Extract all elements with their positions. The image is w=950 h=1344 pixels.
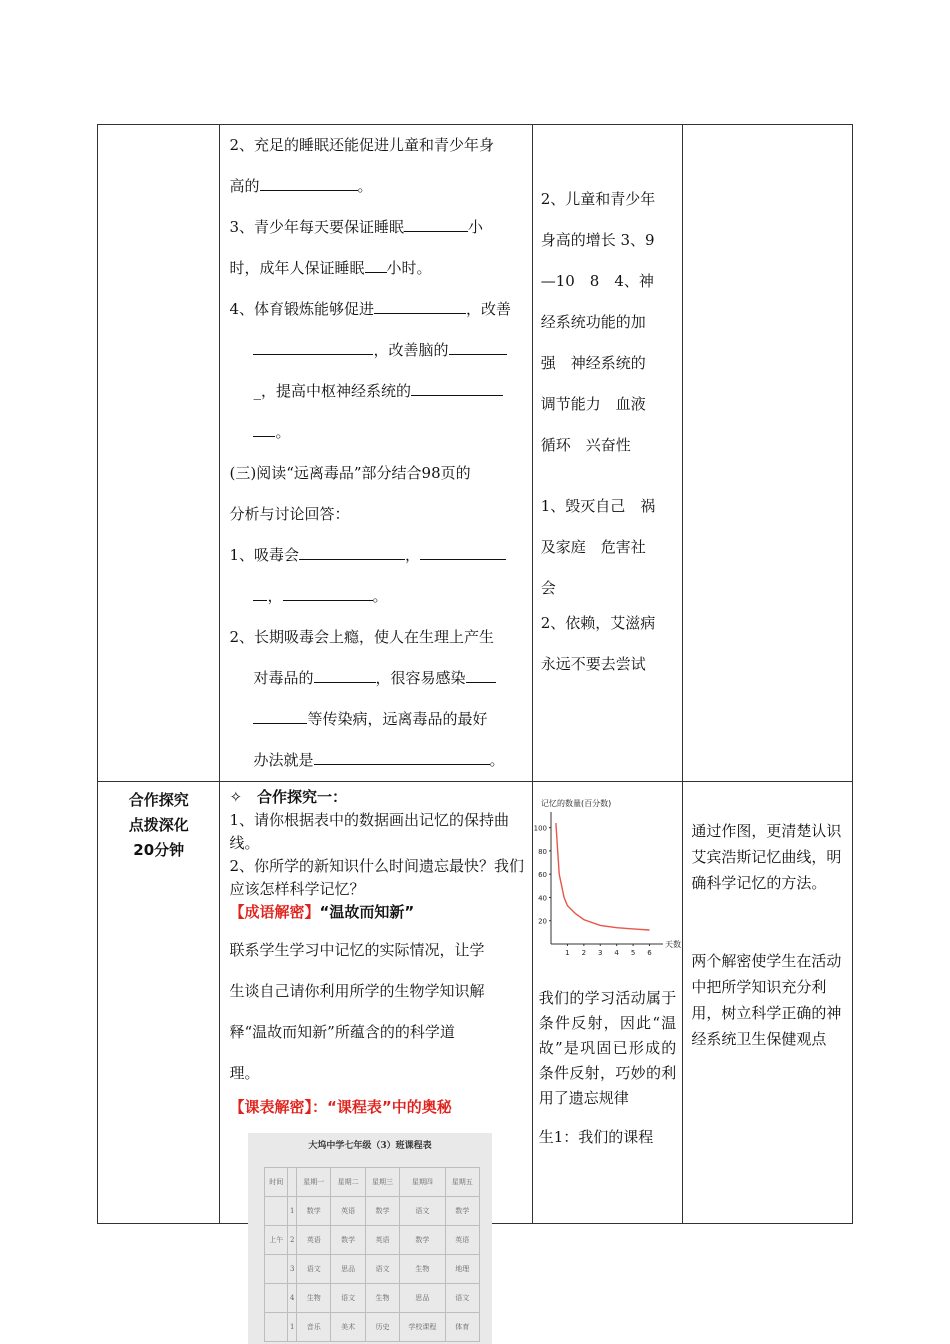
q-sleep-line2	[229, 166, 525, 207]
schedule-header-cell: 星期四	[400, 1168, 445, 1197]
q-drugs-intro2: 分析与讨论回答：	[229, 505, 350, 523]
questions-block	[220, 125, 531, 781]
schedule-cell: 英语	[331, 1197, 365, 1226]
text: 3、青少年每天要保证睡眠	[229, 218, 405, 236]
q-drugs-2-line1: 2、长期吸毒会上瘾，使人在生理上产生	[229, 628, 495, 646]
text: 等传染病，远离毒品的最好	[307, 710, 488, 728]
cooperation-block	[220, 782, 531, 1119]
x-tick-label: 2	[581, 949, 586, 957]
schedule-cell: 数学	[400, 1226, 445, 1255]
schedule-cell: 语文	[400, 1197, 445, 1226]
schedule-cell: 思品	[331, 1255, 365, 1284]
x-tick-label: 3	[597, 949, 603, 957]
fill-blank[interactable]	[449, 340, 507, 355]
retention-curve	[556, 823, 650, 930]
schedule-cell: 英语	[445, 1226, 479, 1255]
fill-blank[interactable]	[404, 217, 468, 232]
answer-line: 及家庭 危害社	[540, 538, 646, 556]
lesson-table	[97, 124, 853, 1224]
text: ，很容易感染	[375, 669, 466, 687]
x-tick-label: 4	[614, 949, 619, 957]
y-tick-label: 80	[537, 847, 547, 856]
row-reading	[98, 125, 853, 782]
schedule-row	[265, 1313, 480, 1342]
schedule-cell: 学校课程	[400, 1313, 445, 1342]
schedule-cell: 语文	[445, 1284, 479, 1313]
schedule-period-cell: 上午	[265, 1226, 288, 1255]
schedule-cell: 生物	[297, 1284, 331, 1313]
row1-content-cell	[220, 125, 532, 782]
schedule-cell: 英语	[365, 1226, 399, 1255]
answer-line: 会	[540, 579, 556, 597]
x-tick-label: 1	[564, 949, 570, 957]
fill-blank[interactable]	[314, 668, 376, 683]
q-drugs-1-line1	[229, 535, 525, 576]
schedule-cell: 生物	[400, 1255, 445, 1284]
q-drugs-intro1: (三)阅读“远离毒品”部分结合98页的	[229, 464, 471, 482]
schedule-cell: 3	[288, 1255, 297, 1284]
memory-retention-chart	[533, 786, 683, 986]
schedule-period-cell	[265, 1255, 288, 1284]
text: 对毒品的	[253, 669, 314, 687]
idiom-line: 生谈自己请你利用所学的生物学知识解	[229, 982, 485, 1000]
schedule-period-cell	[265, 1313, 288, 1342]
schedule-heading	[229, 1096, 525, 1119]
schedule-header-row	[265, 1168, 480, 1197]
text: 。	[372, 587, 388, 605]
idiom-tag: 【成语解密】	[229, 903, 320, 921]
schedule-table	[264, 1167, 480, 1342]
answer-line: 2、儿童和青少年	[540, 190, 656, 208]
fill-blank[interactable]	[253, 340, 373, 355]
idiom-line: 释“温故而知新”所蕴含的的科学道	[229, 1023, 455, 1041]
x-tick-label: 6	[646, 949, 652, 957]
fill-blank[interactable]	[253, 422, 275, 437]
schedule-cell: 4	[288, 1284, 297, 1313]
graph-explanation: 我们的学习活动属于条件反射，因此“温故”是巩固已形成的条件反射，巧妙的利用了遗忘规律	[538, 989, 677, 1107]
row1-notes-cell	[683, 125, 853, 782]
text: 。	[357, 177, 373, 195]
fill-blank[interactable]	[411, 381, 503, 396]
schedule-period-cell	[265, 1197, 288, 1226]
cooperation-title: ✧ 合作探究一：	[229, 788, 348, 806]
fill-blank[interactable]	[374, 299, 466, 314]
class-schedule-photo	[248, 1133, 492, 1344]
schedule-cell: 语文	[331, 1284, 365, 1313]
text: ，	[267, 587, 283, 605]
answer-line: 2、依赖，艾滋病	[540, 614, 656, 632]
schedule-cell: 数学	[331, 1226, 365, 1255]
fill-blank[interactable]	[466, 668, 496, 683]
answer-line: 调节能力 血液	[540, 395, 646, 413]
schedule-title: 大坞中学七年级（3）班课程表	[308, 1141, 432, 1151]
y-tick-label: 20	[537, 917, 547, 926]
fill-blank[interactable]	[283, 586, 373, 601]
y-tick-label: 40	[537, 894, 547, 903]
fill-blank[interactable]	[314, 750, 490, 765]
section-header	[98, 782, 219, 863]
fill-blank[interactable]	[299, 545, 405, 560]
q-exercise-line2	[229, 330, 525, 371]
schedule-cell: 数学	[297, 1197, 331, 1226]
x-axis-label: 天数	[664, 940, 681, 949]
text: 小时。	[386, 259, 432, 277]
row2-label-cell	[98, 782, 220, 1224]
question-1: 1、请你根据表中的数据画出记忆的保持曲线。	[229, 811, 510, 852]
fill-blank[interactable]	[253, 709, 307, 724]
fill-blank[interactable]	[420, 545, 506, 560]
text: 高的	[229, 177, 260, 195]
row2-notes-cell	[683, 782, 853, 1224]
schedule-cell: 1	[288, 1197, 297, 1226]
schedule-cell: 数学	[445, 1197, 479, 1226]
q-drugs-2-line3	[229, 699, 525, 740]
schedule-row	[265, 1226, 480, 1255]
y-tick-label: 100	[533, 824, 547, 833]
text: _，提高中枢神经系统的	[253, 382, 411, 400]
schedule-row	[265, 1284, 480, 1313]
question-2: 2、你所学的新知识什么时间遗忘最快？我们应该怎样科学记忆？	[229, 857, 525, 898]
x-tick-label: 5	[630, 949, 636, 957]
q-drugs-2-line4	[229, 740, 525, 781]
row2-graph-cell	[532, 782, 683, 1224]
schedule-cell: 1	[288, 1313, 297, 1342]
schedule-row	[265, 1197, 480, 1226]
q-exercise-line3	[229, 371, 525, 412]
text: 4、体育锻炼能够促进	[229, 300, 375, 318]
schedule-cell: 体育	[445, 1313, 479, 1342]
schedule-tag: 【课表解密】	[229, 1098, 312, 1116]
row1-label-cell	[98, 125, 220, 782]
schedule-cell: 2	[288, 1226, 297, 1255]
schedule-row	[265, 1255, 480, 1284]
note-1: 通过作图，更清楚认识艾宾浩斯记忆曲线，明确科学记忆的方法。	[691, 822, 842, 892]
answer-line: 经系统功能的加	[540, 313, 646, 331]
schedule-cell: 思品	[400, 1284, 445, 1313]
text: 。	[275, 423, 291, 441]
answer-line: 永远不要去尝试	[540, 655, 646, 673]
schedule-cell: 音乐	[297, 1313, 331, 1342]
note-2: 两个解密使学生在活动中把所学知识充分利用，树立科学正确的神经系统卫生保健观点	[691, 952, 842, 1048]
text: 办法就是	[253, 751, 314, 769]
text: 小	[468, 218, 484, 236]
answer-line: 1、毁灭自己 祸	[540, 497, 656, 515]
q-sleep-line1: 2、充足的睡眠还能促进儿童和青少年身	[229, 136, 495, 154]
text: 时，成年人保证睡眠	[229, 259, 365, 277]
schedule-cell: 历史	[365, 1313, 399, 1342]
header-line: 合作探究	[128, 791, 189, 809]
header-line: 20分钟	[133, 841, 185, 859]
schedule-cell: 语文	[365, 1255, 399, 1284]
schedule-cell: 语文	[297, 1255, 331, 1284]
y-tick-label: 60	[537, 871, 547, 880]
fill-blank[interactable]	[260, 176, 358, 191]
student-answer: 生1：我们的课程	[538, 1128, 654, 1146]
design-notes	[683, 782, 852, 1052]
text: 。	[489, 751, 505, 769]
schedule-header-cell: 星期五	[445, 1168, 479, 1197]
q-hours-line2	[229, 248, 525, 289]
idiom-title: “温故而知新”	[319, 903, 415, 921]
q-exercise-line1	[229, 289, 525, 330]
idiom-text	[229, 930, 525, 1094]
answers-block	[533, 125, 683, 685]
schedule-header-cell: 星期三	[365, 1168, 399, 1197]
fill-blank[interactable]	[365, 258, 387, 273]
answer-line: 循环 兴奋性	[540, 436, 631, 454]
schedule-header-cell: 时间	[265, 1168, 288, 1197]
schedule-cell: 生物	[365, 1284, 399, 1313]
idiom-line: 理。	[229, 1064, 260, 1082]
idiom-heading	[229, 901, 525, 924]
text: ，改善脑的	[373, 341, 449, 359]
schedule-cell: 地理	[445, 1255, 479, 1284]
text: ，	[405, 546, 421, 564]
idiom-line: 联系学生学习中记忆的实际情况，让学	[229, 941, 485, 959]
q-hours-line1	[229, 207, 525, 248]
answer-line: 身高的增长 3、9	[540, 231, 655, 249]
schedule-cell: 英语	[297, 1226, 331, 1255]
schedule-header-cell	[288, 1168, 297, 1197]
q-drugs-1-line2	[229, 576, 525, 617]
text: ，改善	[466, 300, 512, 318]
schedule-cell: 数学	[365, 1197, 399, 1226]
y-axis-label: 记忆的数量(百分数)	[540, 799, 611, 808]
q-drugs-2-line2	[229, 658, 525, 699]
schedule-cell: 美术	[331, 1313, 365, 1342]
fill-blank[interactable]	[253, 586, 267, 601]
schedule-title: ：“课程表”中的奥秘	[312, 1098, 452, 1116]
header-line: 点拨深化	[128, 816, 189, 834]
answer-line: —10 8 4、神	[540, 272, 654, 290]
answer-line: 强 神经系统的	[540, 354, 646, 372]
text: 1、吸毒会	[229, 546, 300, 564]
q-exercise-line4	[229, 412, 525, 453]
row1-answer-cell	[532, 125, 683, 782]
schedule-header-cell: 星期一	[297, 1168, 331, 1197]
schedule-header-cell: 星期二	[331, 1168, 365, 1197]
schedule-period-cell	[265, 1284, 288, 1313]
